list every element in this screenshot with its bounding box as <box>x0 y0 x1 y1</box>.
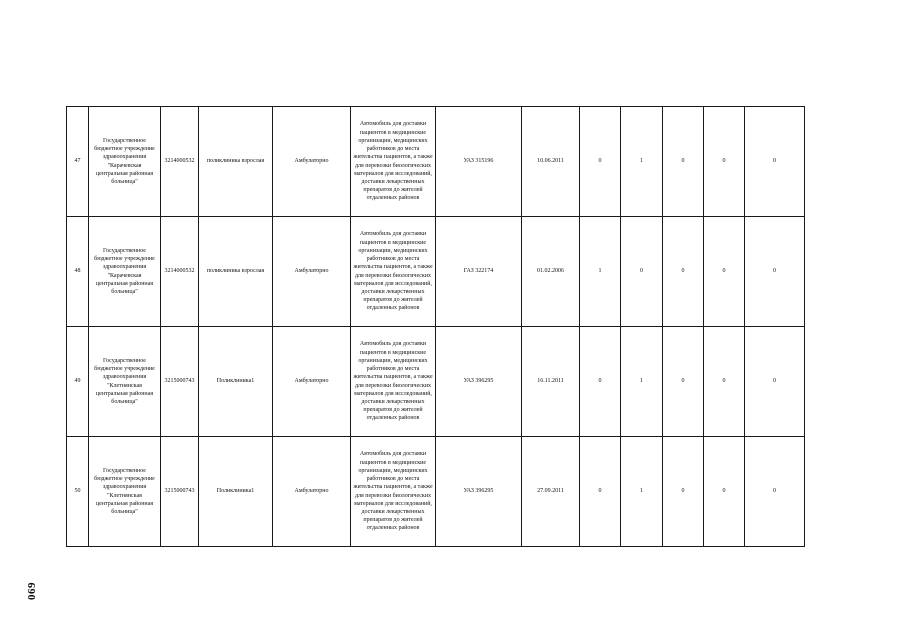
organization-cell: Государственное бюджетное учреждение здравоохранения "Карачевская центральная районная больница" <box>89 107 161 217</box>
org-code-cell: 3215000743 <box>161 327 199 437</box>
table-row <box>67 437 805 547</box>
vehicle-purpose-cell: Автомобиль для доставки пациентов в медицинские организации, медицинских работников до места жительства пациентов, а также для перевозки биологических материалов для исследований, доставки лекарственных препаратов до жителей отдаленных районов <box>351 327 436 437</box>
value-cell-3: 0 <box>663 437 704 547</box>
value-cell-5: 0 <box>745 437 805 547</box>
unit-cell: Поликлиника1 <box>199 327 273 437</box>
vehicle-purpose-cell: Автомобиль для доставки пациентов в медицинские организации, медицинских работников до места жительства пациентов, а также для перевозки биологических материалов для исследований, доставки лекарственных препаратов до жителей отдаленных районов <box>351 217 436 327</box>
organization-cell: Государственное бюджетное учреждение здравоохранения "Клетнянская центральная районная больница" <box>89 437 161 547</box>
org-code-cell: 3214000532 <box>161 107 199 217</box>
value-cell-2: 0 <box>621 217 663 327</box>
value-cell-2: 1 <box>621 437 663 547</box>
care-type-cell: Амбулаторно <box>273 437 351 547</box>
vehicle-model-cell: УАЗ 396295 <box>436 437 522 547</box>
organization-cell: Государственное бюджетное учреждение здравоохранения "Клетнянская центральная районная больница" <box>89 327 161 437</box>
value-cell-1: 0 <box>580 107 621 217</box>
care-type-cell: Амбулаторно <box>273 217 351 327</box>
table-row <box>67 107 805 217</box>
vehicle-registry-table <box>66 106 805 547</box>
vehicle-purpose-cell: Автомобиль для доставки пациентов в медицинские организации, медицинских работников до места жительства пациентов, а также для перевозки биологических материалов для исследований, доставки лекарственных препаратов до жителей отдаленных районов <box>351 107 436 217</box>
unit-cell: Поликлиника1 <box>199 437 273 547</box>
unit-cell: поликлиника взрослая <box>199 217 273 327</box>
date-cell: 16.11.2011 <box>522 327 580 437</box>
vehicle-purpose-cell: Автомобиль для доставки пациентов в медицинские организации, медицинских работников до места жительства пациентов, а также для перевозки биологических материалов для исследований, доставки лекарственных препаратов до жителей отдаленных районов <box>351 437 436 547</box>
value-cell-5: 0 <box>745 107 805 217</box>
value-cell-3: 0 <box>663 107 704 217</box>
page-number: 069 <box>26 582 38 600</box>
value-cell-4: 0 <box>704 437 745 547</box>
row-number-cell: 48 <box>67 217 89 327</box>
value-cell-5: 0 <box>745 327 805 437</box>
row-number-cell: 50 <box>67 437 89 547</box>
date-cell: 27.09.2011 <box>522 437 580 547</box>
care-type-cell: Амбулаторно <box>273 107 351 217</box>
row-number-cell: 49 <box>67 327 89 437</box>
vehicle-model-cell: УАЗ 315196 <box>436 107 522 217</box>
date-cell: 10.06.2011 <box>522 107 580 217</box>
organization-cell: Государственное бюджетное учреждение здравоохранения "Карачевская центральная районная больница" <box>89 217 161 327</box>
value-cell-1: 0 <box>580 327 621 437</box>
value-cell-4: 0 <box>704 217 745 327</box>
value-cell-3: 0 <box>663 217 704 327</box>
value-cell-3: 0 <box>663 327 704 437</box>
value-cell-5: 0 <box>745 217 805 327</box>
value-cell-4: 0 <box>704 107 745 217</box>
table-row <box>67 217 805 327</box>
value-cell-2: 1 <box>621 107 663 217</box>
row-number-cell: 47 <box>67 107 89 217</box>
value-cell-1: 0 <box>580 437 621 547</box>
value-cell-1: 1 <box>580 217 621 327</box>
date-cell: 01.02.2006 <box>522 217 580 327</box>
vehicle-model-cell: ГАЗ 322174 <box>436 217 522 327</box>
value-cell-4: 0 <box>704 327 745 437</box>
table-row <box>67 327 805 437</box>
org-code-cell: 3214000532 <box>161 217 199 327</box>
care-type-cell: Амбулаторно <box>273 327 351 437</box>
value-cell-2: 1 <box>621 327 663 437</box>
unit-cell: поликлиника взрослая <box>199 107 273 217</box>
org-code-cell: 3215000743 <box>161 437 199 547</box>
vehicle-model-cell: УАЗ 396295 <box>436 327 522 437</box>
